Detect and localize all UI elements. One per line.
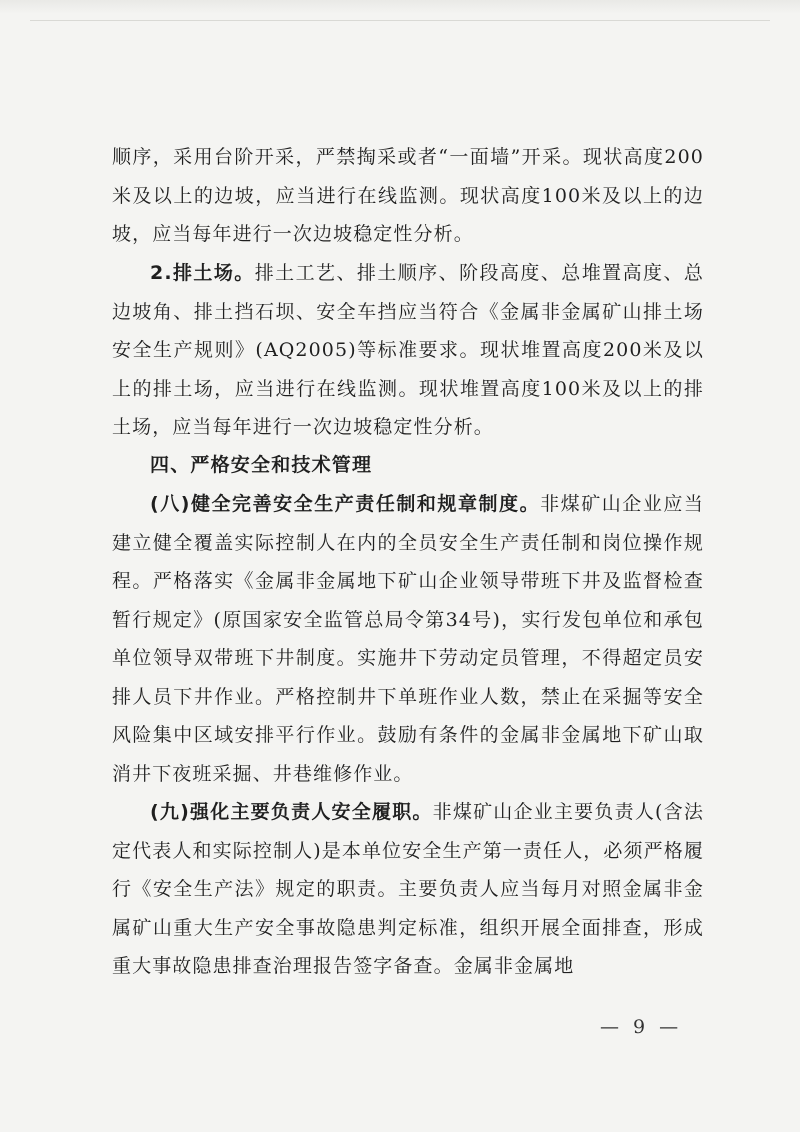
dump-site-text: 排土工艺、排土顺序、阶段高度、总堆置高度、总边坡角、排土挡石坝、安全车挡应当符合《金属非金属矿山排土场安全生产规则》(AQ2005)等标准要求。现状堆置高度200米及以上的排土场，应当进行在线监测。现状堆置高度100米及以上的排土场，应当每年进行一次边坡稳定性分析。 <box>112 262 705 438</box>
paragraph-slope-monitoring: 顺序，采用台阶开采，严禁掏采或者“一面墙”开采。现状高度200米及以上的边坡，应当进行在线监测。现状高度100米及以上的边坡，应当每年进行一次边坡稳定性分析。 <box>112 146 704 245</box>
principal-duty-text: 非煤矿山企业主要负责人(含法定代表人和实际控制人)是本单位安全生产第一责任人，必须严格履行《安全生产法》规定的职责。主要负责人应当每月对照金属非金属矿山重大生产安全事故隐患判定标准，组织开展全面排查，形成重大事故隐患排查治理报告签字备查。金属非金属地 <box>112 801 704 977</box>
responsibility-system-label: (八)健全完善安全生产责任制和规章制度。 <box>150 493 541 515</box>
dump-site-label: 2.排土场。 <box>150 262 255 284</box>
paragraph-responsibility-system <box>112 485 704 793</box>
scan-top-edge <box>0 0 800 14</box>
principal-duty-label: (九)强化主要负责人安全履职。 <box>150 801 433 823</box>
section-heading: 四、严格安全和技术管理 <box>150 454 373 476</box>
scan-top-line <box>30 20 770 21</box>
paragraph-principal-duty <box>112 793 704 986</box>
page-number: — 9 — <box>600 1016 683 1038</box>
responsibility-system-text: 非煤矿山企业应当建立健全覆盖实际控制人在内的全员安全生产责任制和岗位操作规程。严格落实《金属非金属地下矿山企业领导带班下井及监督检查暂行规定》(原国家安全监管总局令第34号)，实行发包单位和承包单位领导双带班下井制度。实施井下劳动定员管理，不得超定员安排人员下井作业。严格控制井下单班作业人数，禁止在采掘等安全风险集中区域安排平行作业。鼓励有条件的金属非金属地下矿山取消井下夜班采掘、井巷维修作业。 <box>112 493 704 785</box>
paragraph-dump-site <box>112 254 704 447</box>
